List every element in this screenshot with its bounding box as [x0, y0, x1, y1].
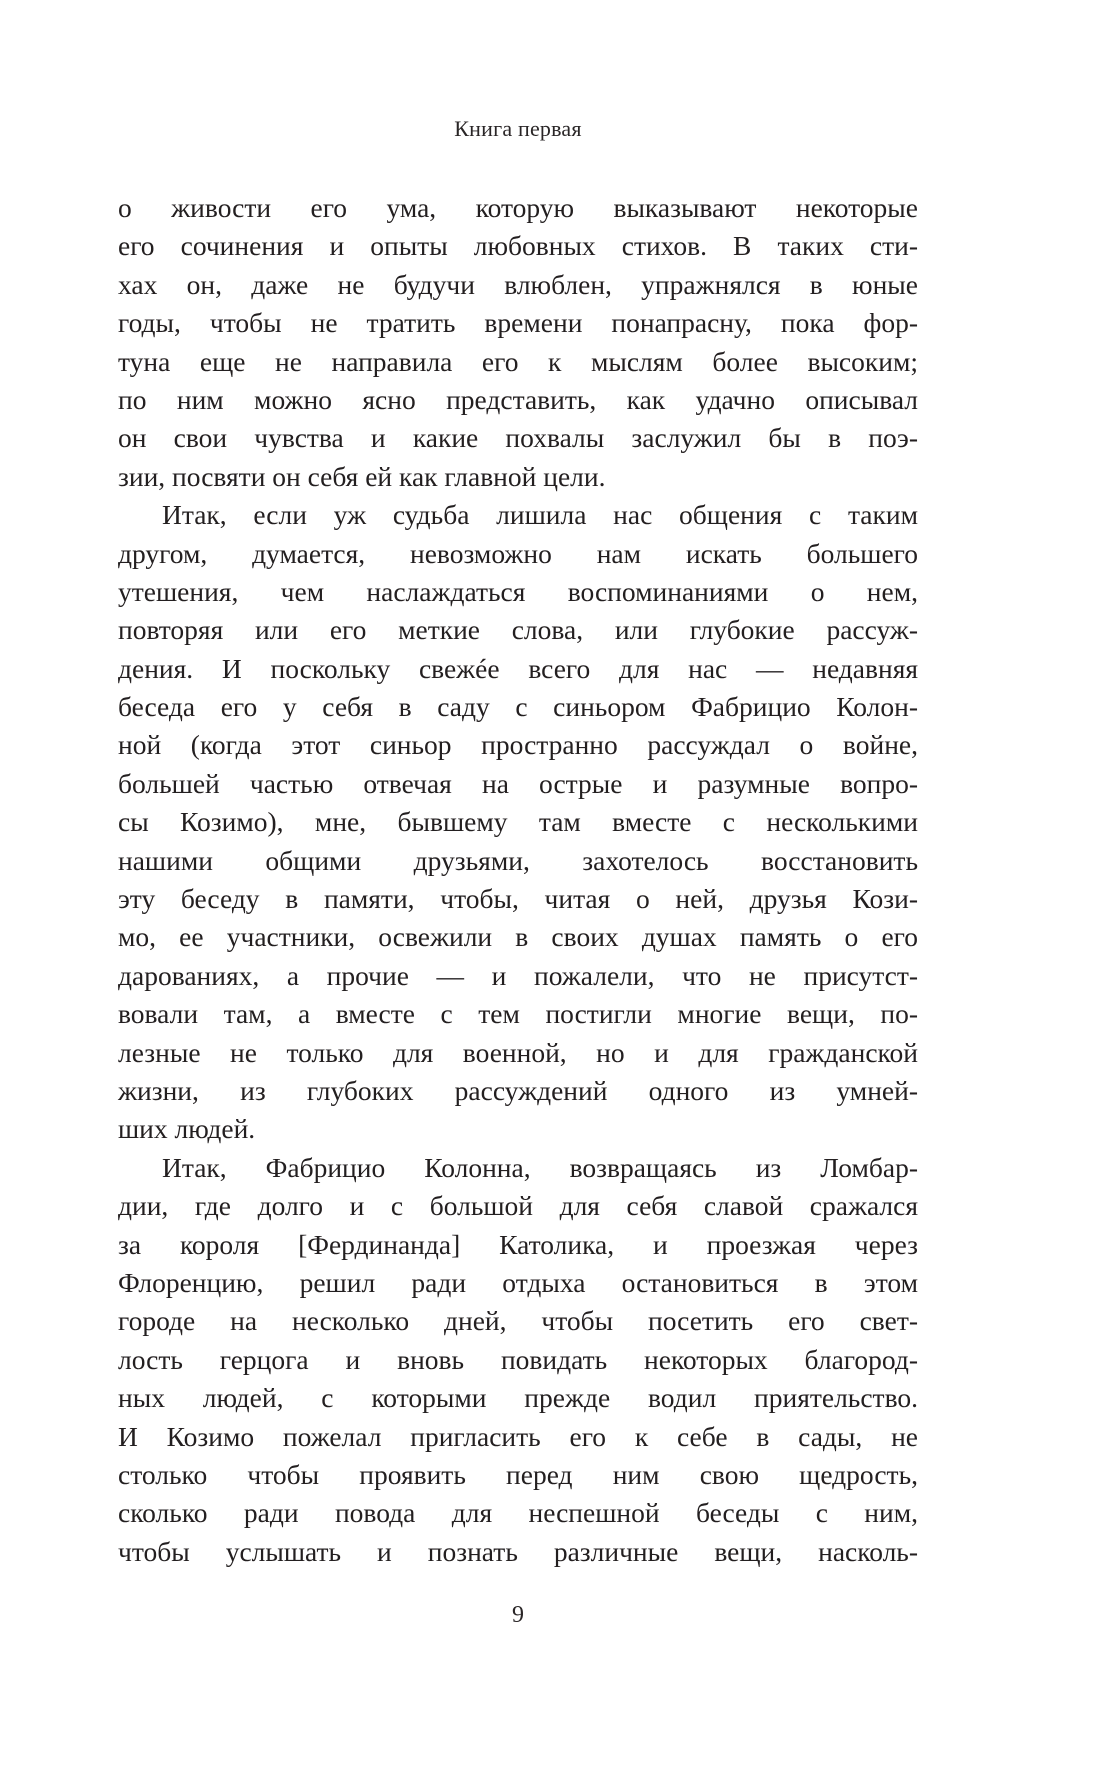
text-line: по ним можно ясно представить, как удачно описывал	[118, 383, 918, 415]
text-line: ших людей.	[118, 1113, 256, 1145]
text-line: эту беседу в памяти, чтобы, читая о ней, друзья Кози-	[118, 883, 918, 915]
text-line: Флоренцию, решил ради отдыха остановиться в этом	[118, 1266, 918, 1298]
text-line: большей частью отвечая на острые и разумные вопро-	[118, 767, 918, 799]
text-line: сколько ради повода для неспешной беседы с ним,	[118, 1497, 918, 1529]
text-line: дения. И поскольку свежée всего для нас — недавняя	[118, 652, 918, 684]
text-line: повторяя или его меткие слова, или глубокие рассуж-	[118, 614, 918, 646]
text-line: Итак, если уж судьба лишила нас общения с таким	[162, 499, 918, 531]
text-line: дии, где долго и с большой для себя славой сражался	[118, 1190, 918, 1222]
paragraph	[118, 189, 918, 496]
text-line: чтобы услышать и познать различные вещи, насколь-	[118, 1535, 918, 1567]
text-line: ных людей, с которыми прежде водил приятельство.	[118, 1382, 918, 1414]
text-line: дарованиях, а прочие — и пожалели, что не присутст-	[118, 959, 918, 991]
text-line: туна еще не направила его к мыслям более высоким;	[118, 345, 918, 377]
text-line: жизни, из глубоких рассуждений одного из умней-	[118, 1074, 918, 1106]
text-line: лость герцога и вновь повидать некоторых благород-	[118, 1343, 918, 1375]
text-line: сы Козимо), мне, бывшему там вместе с несколькими	[118, 806, 918, 838]
text-line: зии, посвяти он себя ей как главной цели.	[118, 460, 606, 492]
text-line: вовали там, а вместе с тем постигли многие вещи, по-	[118, 998, 918, 1030]
text-line: нашими общими друзьями, захотелось восстановить	[118, 844, 918, 876]
text-line: столько чтобы проявить перед ним свою щедрость,	[118, 1458, 918, 1490]
text-line: И Козимо пожелал пригласить его к себе в сады, не	[118, 1420, 918, 1452]
text-line: другом, думается, невозможно нам искать большего	[118, 537, 918, 569]
text-line: беседа его у себя в саду с синьором Фабрицио Колон-	[118, 691, 918, 723]
page-number: 9	[512, 1602, 524, 1628]
body-text	[118, 189, 918, 1571]
text-line: о живости его ума, которую выказывают некоторые	[118, 192, 918, 223]
text-line: его сочинения и опыты любовных стихов. В таких сти-	[118, 230, 918, 262]
text-line: годы, чтобы не тратить времени понапрасну, пока фор-	[118, 307, 918, 339]
text-line: городе на несколько дней, чтобы посетить его свет-	[118, 1305, 918, 1337]
paragraph	[118, 496, 918, 1149]
text-line: ной (когда этот синьор пространно рассуждал о войне,	[118, 729, 918, 761]
text-line: за короля [Фердинанда] Католика, и проезжая через	[118, 1228, 918, 1260]
text-line: мо, ее участники, освежили в своих душах память о его	[118, 921, 918, 953]
text-line: он свои чувства и какие похвалы заслужил бы в поэ-	[118, 422, 918, 454]
text-line: утешения, чем наслаждаться воспоминаниями о нем,	[118, 575, 918, 607]
text-line: Итак, Фабрицио Колонна, возвращаясь из Ломбар-	[162, 1151, 918, 1183]
running-head: Книга первая	[454, 116, 582, 141]
text-line: лезные не только для военной, но и для гражданской	[118, 1036, 918, 1068]
paragraph	[118, 1149, 918, 1571]
text-line: хах он, даже не будучи влюблен, упражнялся в юные	[118, 268, 918, 300]
